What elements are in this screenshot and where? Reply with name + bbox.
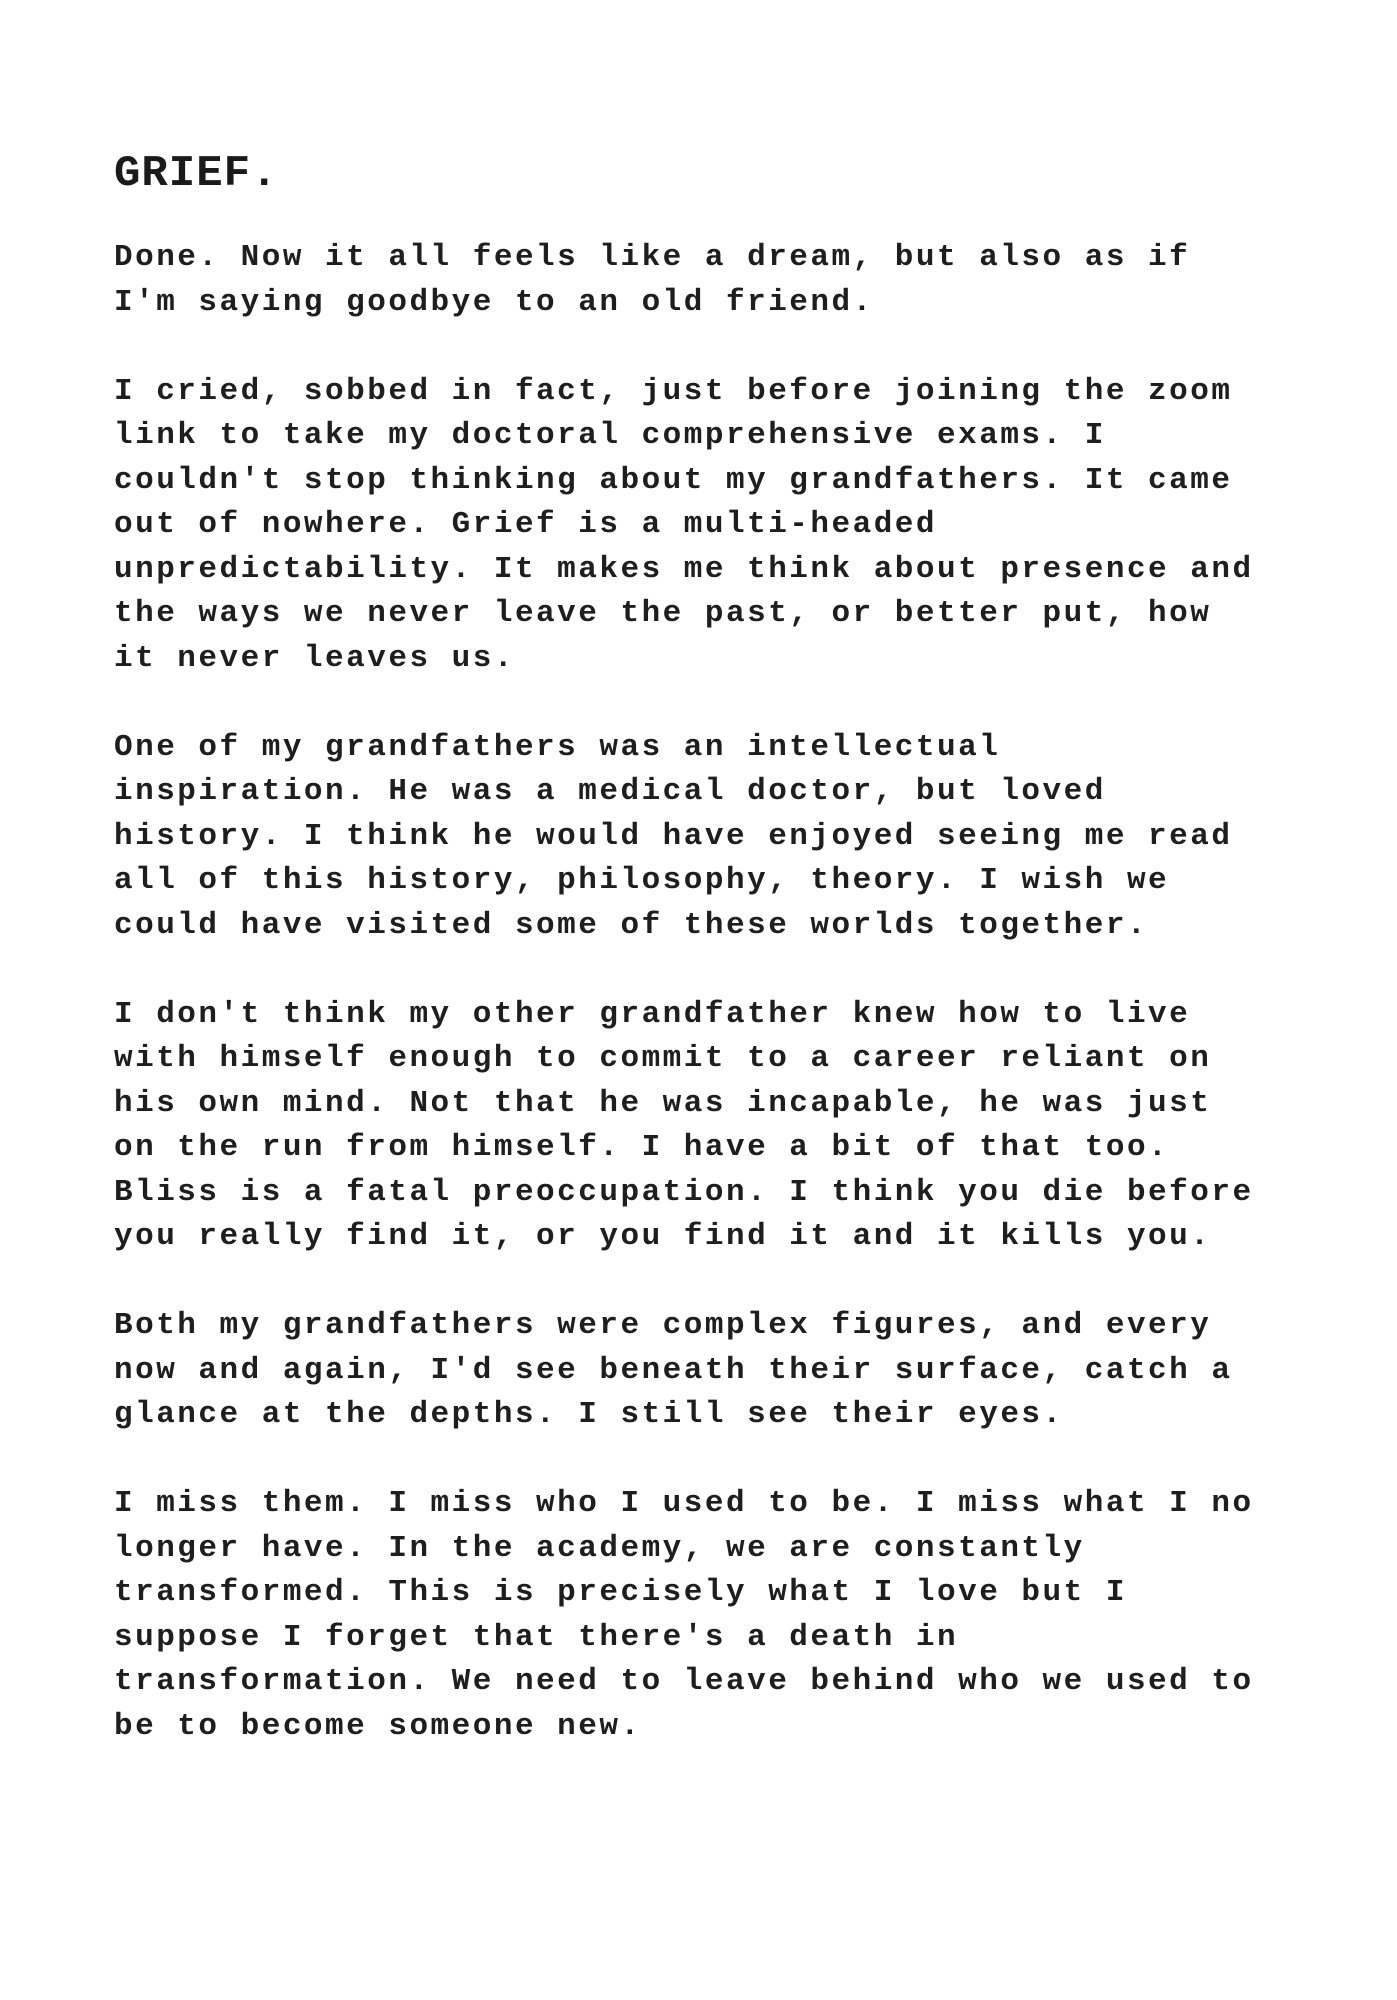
text-line: you really find it, or you find it and it kills you.: [114, 1219, 1212, 1254]
text-line: transformed. This is precisely what I love but I: [114, 1575, 1127, 1610]
text-line: could have visited some of these worlds together.: [114, 907, 1149, 943]
text-line: inspiration. He was a medical doctor, but loved: [114, 774, 1106, 809]
text-line: glance at the depths. I still see their eyes.: [114, 1397, 1064, 1432]
text-line: link to take my doctoral comprehensive exams. I: [114, 418, 1106, 453]
text-line: Done. Now it all feels like a dream, but also as if: [114, 240, 1191, 275]
text-line: now and again, I'd see beneath their surface, catch a: [114, 1352, 1233, 1388]
text-line: it never leaves us.: [114, 640, 515, 676]
text-line: I don't think my other grandfather knew how to live: [114, 996, 1191, 1032]
text-line: One of my grandfathers was an intellectual: [114, 729, 1001, 765]
document-title: GRIEF.: [114, 149, 279, 199]
text-line: transformation. We need to leave behind who we used to: [114, 1664, 1254, 1699]
text-line: I'm saying goodbye to an old friend.: [114, 284, 874, 320]
paragraph-4: [114, 993, 1354, 1260]
text-line: I cried, sobbed in fact, just before joining the zoom: [114, 373, 1233, 409]
text-line: suppose I forget that there's a death in: [114, 1619, 959, 1655]
text-line: the ways we never leave the past, or better put, how: [114, 596, 1212, 631]
document-body: [114, 236, 1354, 1794]
text-line: longer have. In the academy, we are constantly: [114, 1530, 1085, 1566]
paragraph-3: [114, 726, 1354, 949]
text-line: I miss them. I miss who I used to be. I miss what I no: [114, 1486, 1254, 1521]
text-line: couldn't stop thinking about my grandfathers. It came: [114, 462, 1233, 498]
text-line: history. I think he would have enjoyed seeing me read: [114, 818, 1233, 854]
text-line: Both my grandfathers were complex figures, and every: [114, 1308, 1212, 1343]
text-line: on the run from himself. I have a bit of that too.: [114, 1130, 1170, 1165]
paragraph-6: [114, 1482, 1354, 1749]
text-line: all of this history, philosophy, theory. I wish we: [114, 863, 1170, 898]
text-line: Bliss is a fatal preoccupation. I think you die before: [114, 1174, 1254, 1210]
text-line: unpredictability. It makes me think about presence and: [114, 551, 1254, 587]
paragraph-5: [114, 1304, 1354, 1438]
text-line: be to become someone new.: [114, 1708, 642, 1744]
paragraph-2: [114, 370, 1354, 682]
text-line: out of nowhere. Grief is a multi-headed: [114, 507, 938, 542]
text-line: his own mind. Not that he was incapable, he was just: [114, 1085, 1212, 1121]
text-line: with himself enough to commit to a career reliant on: [114, 1041, 1212, 1076]
paragraph-1: [114, 236, 1354, 325]
